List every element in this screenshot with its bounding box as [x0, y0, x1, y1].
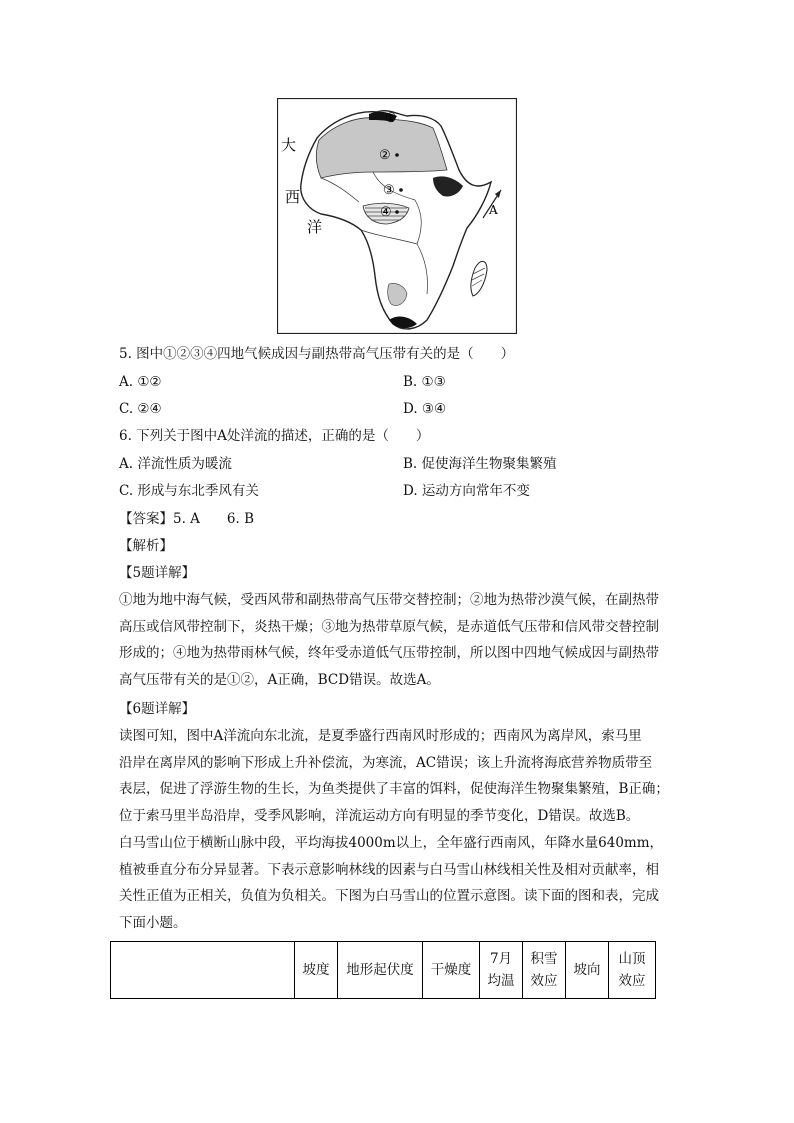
table-header-cell: 7月均温 [480, 942, 523, 999]
intro-line: 植被垂直分布分异显著。下表示意影响林线的因素与白马雪山林线相关性及相对贡献率，相 [119, 861, 659, 878]
intro-line: 下面小题。 [119, 914, 187, 931]
detail6-text [119, 723, 679, 829]
label-point2: ② [379, 148, 391, 163]
q6-stem: 6. 下列关于图中A处洋流的描述，正确的是（ ） [119, 428, 430, 444]
table-header-cell: 干燥度 [423, 942, 480, 999]
answer-line: 【答案】5. A 6. B [119, 511, 255, 527]
detail5-text [119, 587, 679, 693]
table-header-row [111, 942, 656, 999]
intro-line: 关性正值为正相关，负值为负相关。下图为白马雪山的位置示意图。读下面的图和表，完成 [119, 888, 659, 904]
table-header-cell: 积雪效应 [523, 942, 566, 999]
table-header-cell: 地形起伏度 [338, 942, 423, 999]
table-header-cell: 坡向 [566, 942, 609, 999]
table-header-cell [111, 942, 295, 999]
q5-option-b: B. ①③ [403, 374, 446, 390]
q5-option-d: D. ③④ [403, 401, 447, 417]
africa-map [277, 98, 517, 334]
detail5-line: 高压或信风带控制下，炎热干燥；③地为热带草原气候，是赤道低气压带和信风带交替控制 [119, 618, 659, 635]
q6-option-a: A. 洋流性质为暖流 [119, 456, 232, 472]
label-arrow-a: A [489, 203, 498, 217]
detail5-line: 形成的；④地为热带雨林气候，终年受赤道低气压带控制，所以图中四地气候成因与副热带 [119, 645, 659, 661]
detail6-line: 表层，促进了浮游生物的生长，为鱼类提供了丰富的饵料，促使海洋生物聚集繁殖，B正确； [119, 781, 669, 797]
detail5-label: 【5题详解】 [119, 565, 196, 581]
label-da: 大 [281, 136, 297, 154]
label-yang: 洋 [307, 218, 323, 236]
q6-option-d: D. 运动方向常年不变 [403, 483, 530, 499]
detail5-line: ①地为地中海气候，受西风带和副热带高气压带交替控制；②地为热带沙漠气候，在副热带 [119, 592, 659, 608]
table-header-cell: 坡度 [295, 942, 338, 999]
detail6-line: 沿岸在离岸风的影响下形成上升补偿流，为寒流，AC错误；该上升流将海底营养物质带至 [119, 754, 653, 771]
q6-option-b: B. 促使海洋生物聚集繁殖 [403, 456, 557, 472]
label-xi: 西 [285, 188, 301, 206]
label-point1: ① [385, 111, 397, 126]
analysis-label: 【解析】 [119, 538, 173, 554]
q5-option-c: C. ②④ [119, 401, 162, 417]
intro-line: 白马雪山位于横断山脉中段，平均海拔4000m以上，全年盛行西南风，年降水量640mm， [119, 835, 664, 851]
q5-option-a: A. ①② [119, 374, 162, 390]
label-point4: ④ [380, 205, 392, 220]
detail6-line: 读图可知，图中A洋流向东北流，是夏季盛行西南风时形成的；西南风为离岸风，索马里 [119, 728, 642, 744]
factor-table [110, 941, 656, 999]
table-header-cell: 山顶效应 [609, 942, 656, 999]
detail6-line: 位于索马里半岛沿岸，受季风影响，洋流运动方向有明显的季节变化，D错误。故选B。 [119, 807, 640, 824]
q5-stem: 5. 图中①②③④四地气候成因与副热带高气压带有关的是（ ） [119, 346, 515, 362]
detail6-label: 【6题详解】 [119, 701, 196, 717]
label-point3: ③ [383, 183, 395, 198]
africa-map-svg [277, 98, 517, 334]
q6-option-c: C. 形成与东北季风有关 [119, 483, 259, 499]
detail5-line: 高气压带有关的是①②，A正确，BCD错误。故选A。 [119, 671, 440, 688]
intro-text [119, 830, 679, 936]
